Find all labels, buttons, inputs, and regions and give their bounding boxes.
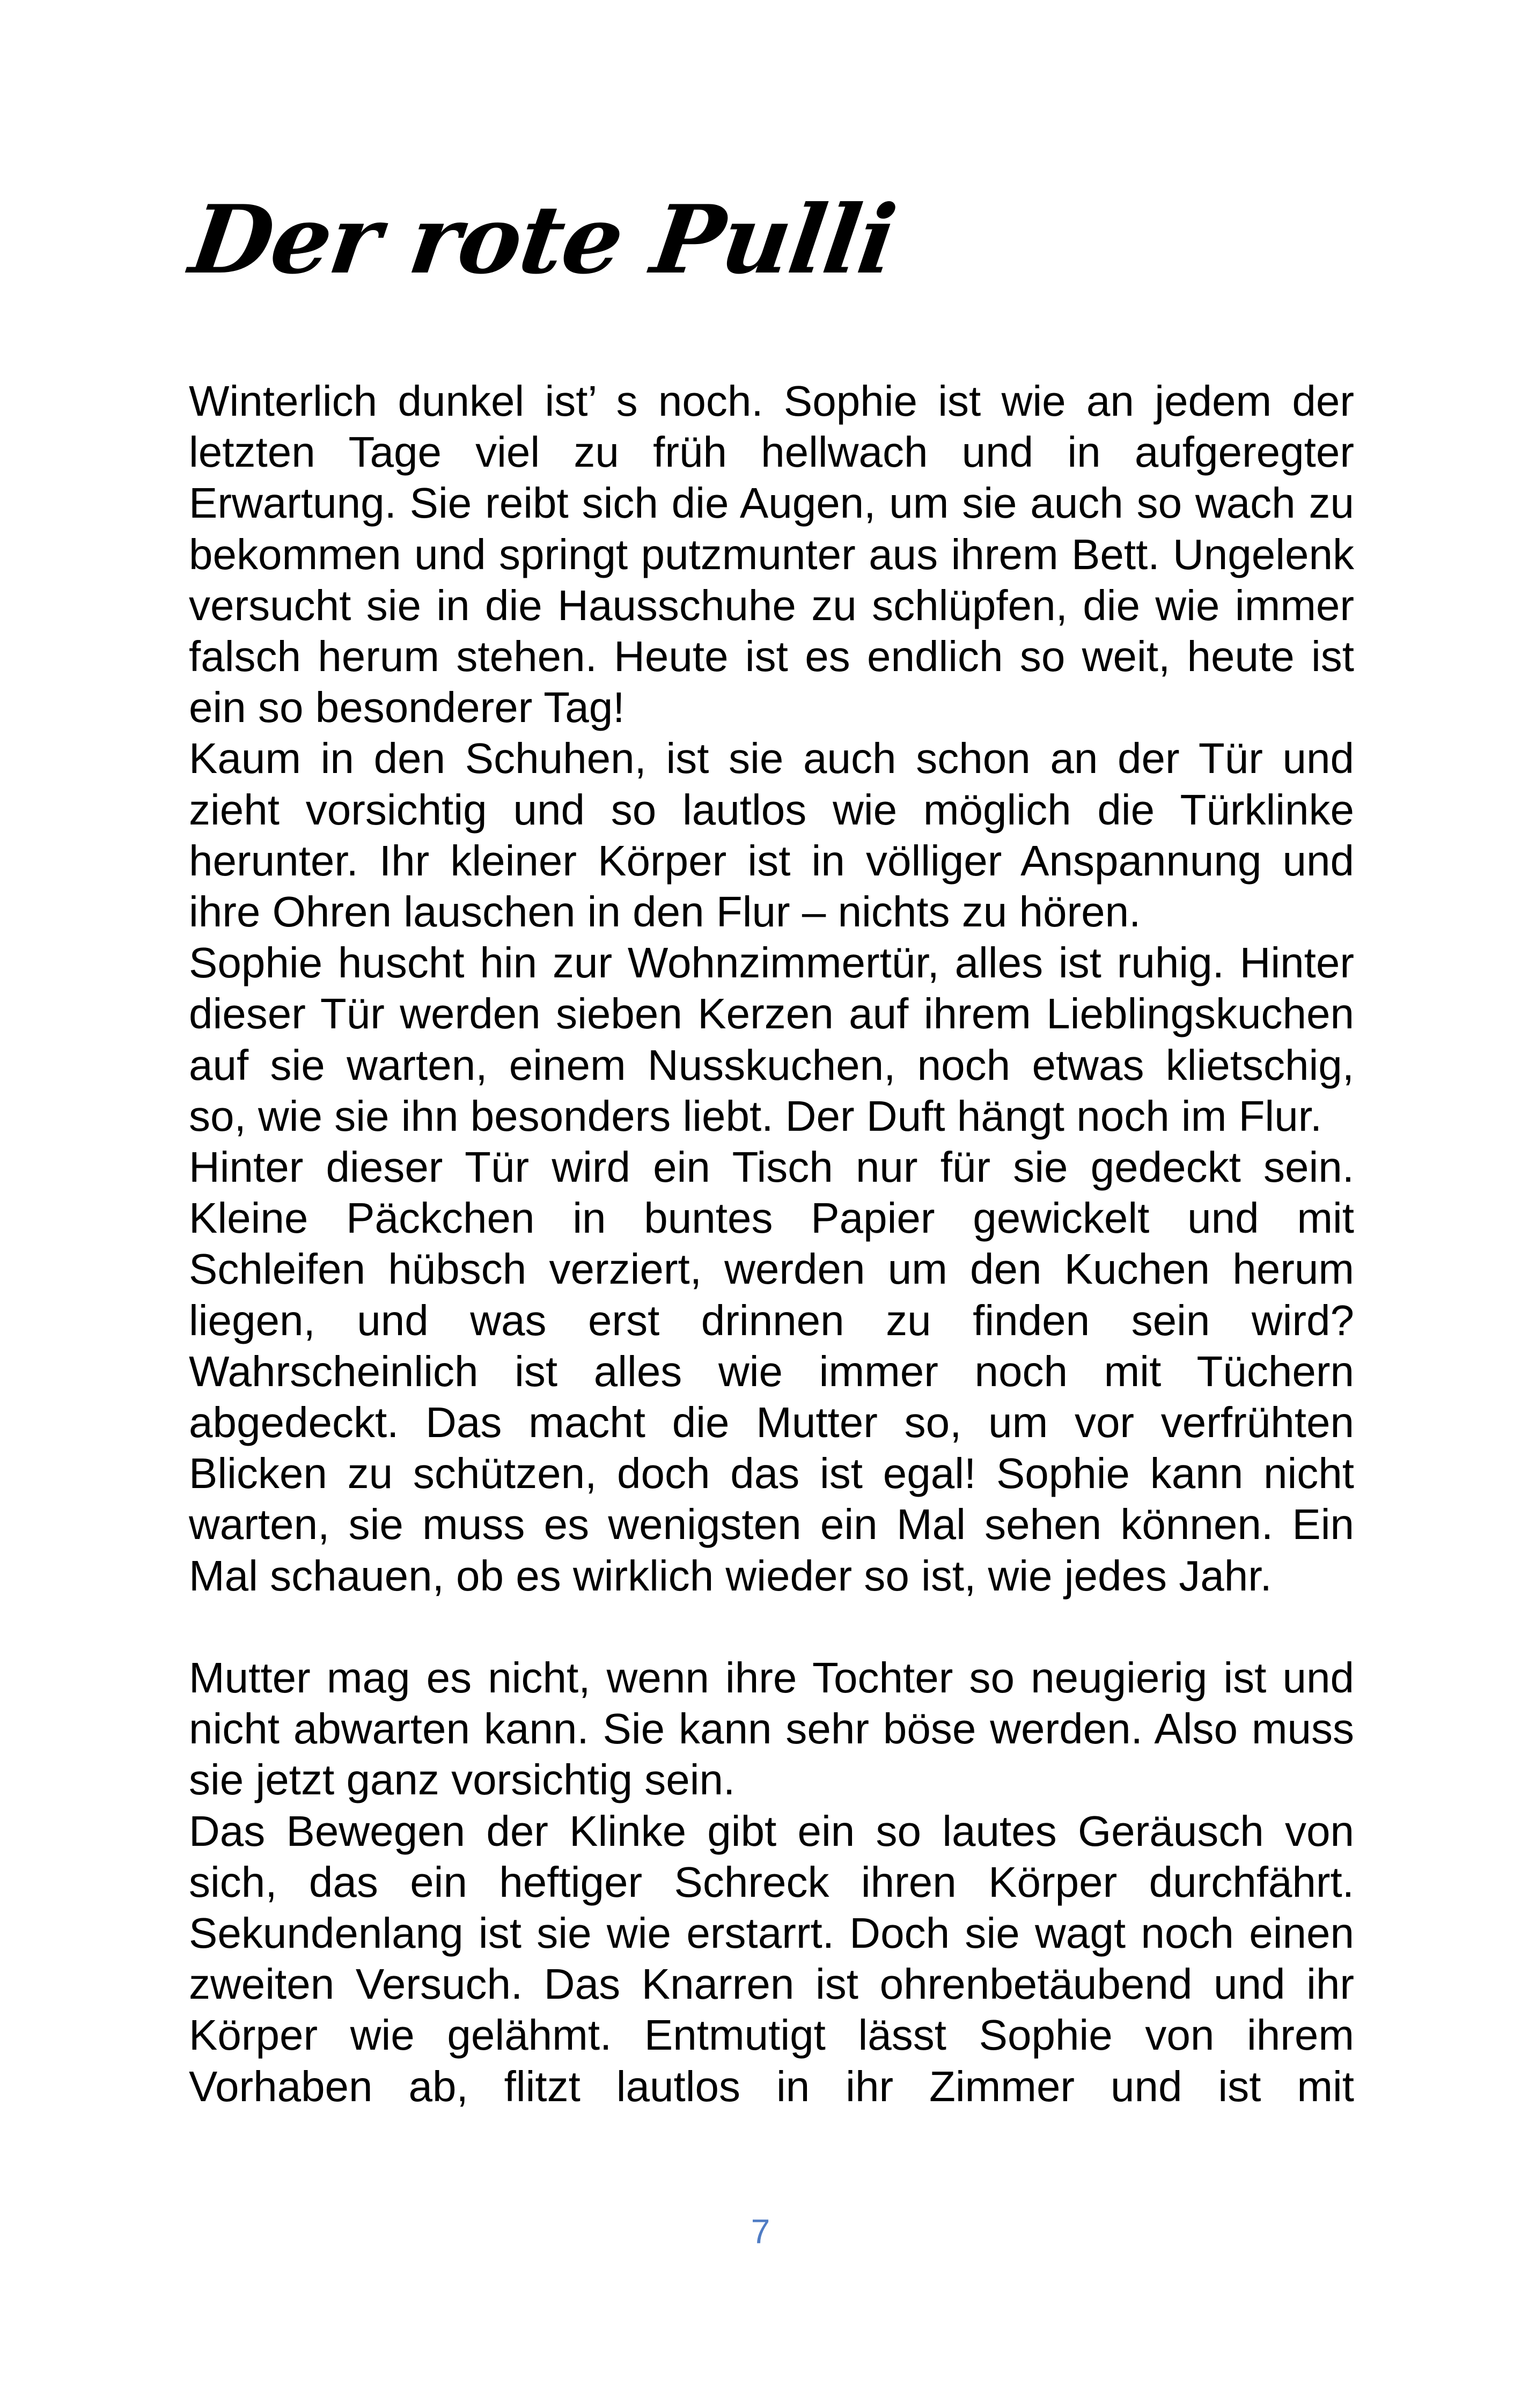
paragraph: Sophie huscht hin zur Wohnzimmertür, alles ist ruhig. Hinter dieser Tür werden sieben Kerzen auf ihrem Lieblingskuchen auf sie warten, einem Nusskuchen, noch etwas klietschig, so, wie sie ihn besonders liebt. Der Duft hängt noch im Flur.	[189, 939, 1354, 1140]
paragraph: Winterlich dunkel ist’ s noch. Sophie ist wie an jedem der letzten Tage viel zu früh hellwach und in aufgeregter Erwartung. Sie reibt sich die Augen, um sie auch so wach zu bekommen und springt putzmunter aus ihrem Bett. Ungelenk versucht sie in die Hausschuhe zu schlüpfen, die wie immer falsch herum stehen. Heute ist es endlich so weit, heute ist ein so besonderer Tag!	[189, 377, 1354, 732]
paragraph: Das Bewegen der Klinke gibt ein so lautes Geräusch von sich, das ein heftiger Schreck ihren Körper durchfährt. Sekundenlang ist sie wie erstarrt. Doch sie wagt noch einen zweiten Versuch. Das Knarren ist ohrenbetäubend und ihr Körper wie gelähmt. Entmutigt lässt Sophie von ihrem Vorhaben ab, flitzt lautlos in ihr Zimmer und ist mit	[189, 1807, 1354, 2110]
body-text	[189, 375, 1354, 2112]
page-number: 7	[751, 2212, 770, 2251]
chapter-title: Der rote Pulli	[183, 185, 902, 295]
paragraph: Hinter dieser Tür wird ein Tisch nur für sie gedeckt sein. Kleine Päckchen in buntes Papier gewickelt und mit Schleifen hübsch verziert, werden um den Kuchen herum liegen, und was erst drinnen zu finden sein wird? Wahrscheinlich ist alles wie immer noch mit Tüchern abgedeckt. Das macht die Mutter so, um vor verfrühten Blicken zu schützen, doch das ist egal! Sophie kann nicht warten, sie muss es wenigsten ein Mal sehen können. Ein Mal schauen, ob es wirklich wieder so ist, wie jedes Jahr.	[189, 1143, 1354, 1600]
paragraph: Mutter mag es nicht, wenn ihre Tochter so neugierig ist und nicht abwarten kann. Sie kann sehr böse werden. Also muss sie jetzt ganz vorsichtig sein.	[189, 1654, 1354, 1804]
paragraph: Kaum in den Schuhen, ist sie auch schon an der Tür und zieht vorsichtig und so lautlos wie möglich die Türklinke herunter. Ihr kleiner Körper ist in völliger Anspannung und ihre Ohren lauschen in den Flur – nichts zu hören.	[189, 734, 1354, 936]
